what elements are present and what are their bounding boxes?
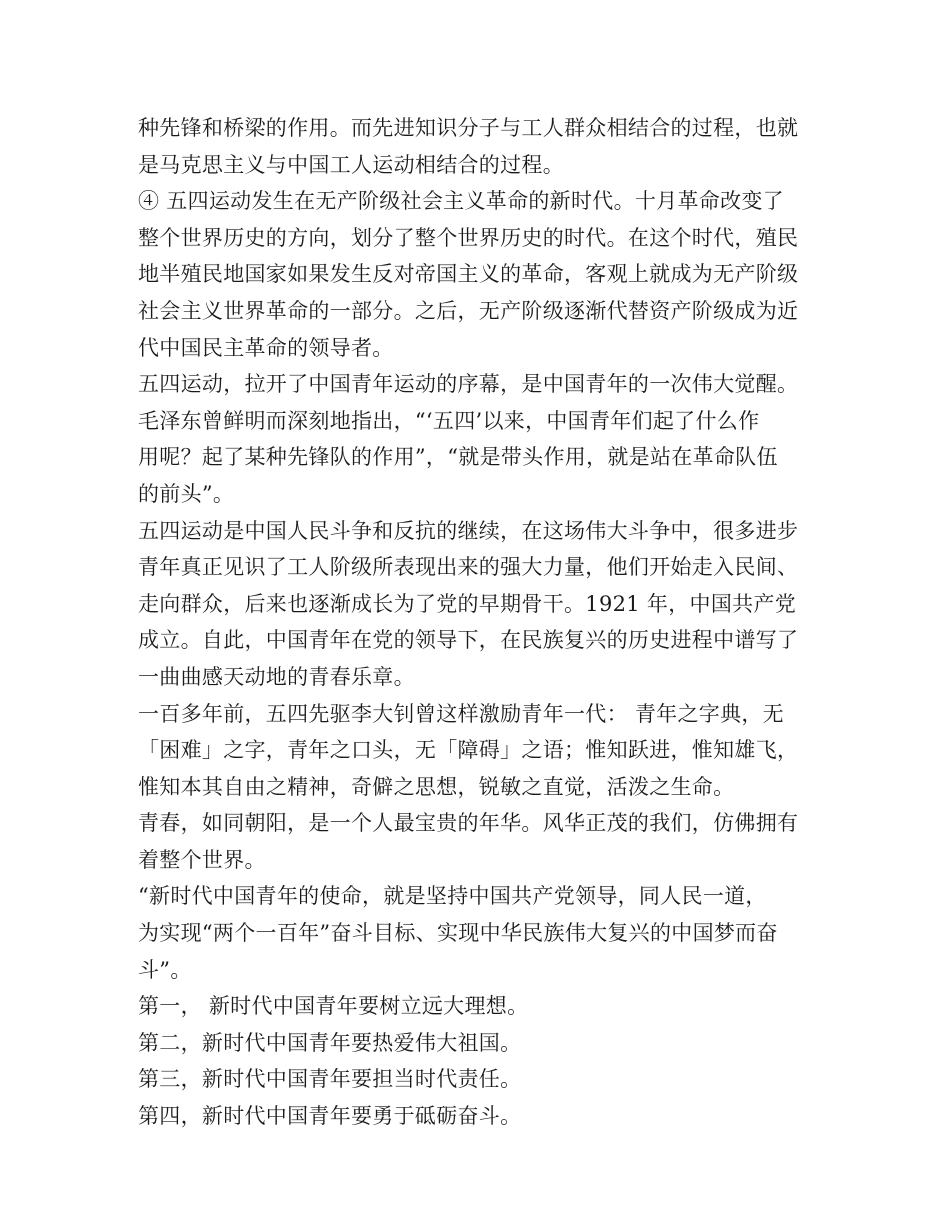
text-line: 社会主义世界革命的一部分。之后，无产阶级逐渐代替资产阶级成为近: [138, 298, 799, 323]
document-body: [138, 110, 838, 1135]
text-line: 走向群众，后来也逐渐成长为了党的早期骨干。1921 年，中国共产党: [138, 591, 797, 616]
text-line: 种先锋和桥梁的作用。而先进知识分子与工人群众相结合的过程，也就: [138, 116, 799, 140]
text-line: 第二，新时代中国青年要热爱伟大祖国。: [138, 1030, 522, 1055]
text-line: 第一， 新时代中国青年要树立远大理想。: [138, 994, 529, 1019]
text-line: 「困难」之字，青年之口头，无「障碍」之语；惟知跃进，惟知雄飞，: [138, 738, 799, 763]
text-line: 青年真正见识了工人阶级所表现出来的强大力量，他们开始走入民间、: [138, 555, 799, 580]
text-line: 青春，如同朝阳，是一个人最宝贵的年华。风华正茂的我们，仿佛拥有: [138, 811, 799, 836]
text-line: 成立。自此，中国青年在党的领导下，在民族复兴的历史进程中谱写了: [138, 628, 799, 653]
text-line: “新时代中国青年的使命，就是坚持中国共产党领导，同人民一道，: [138, 884, 767, 909]
text-line: 是马克思主义与中国工人运动相结合的过程。: [138, 152, 564, 177]
text-line: 地半殖民地国家如果发生反对帝国主义的革命，客观上就成为无产阶级: [138, 262, 799, 287]
text-line: 惟知本其自由之精神，奇僻之思想，锐敏之直觉，活泼之生命。: [138, 774, 735, 799]
text-line: 一曲曲感天动地的青春乐章。: [138, 664, 415, 689]
text-line: 为实现“两个一百年”奋斗目标、实现中华民族伟大复兴的中国梦而奋: [138, 921, 778, 946]
text-line: 用呢？起了某种先锋队的作用”，“就是带头作用，就是站在革命队伍: [138, 445, 778, 470]
text-line: ④ 五四运动发生在无产阶级社会主义革命的新时代。十月革命改变了: [138, 189, 784, 214]
text-line: 五四运动是中国人民斗争和反抗的继续，在这场伟大斗争中，很多进步: [138, 518, 799, 543]
text-line: 斗”。: [138, 957, 192, 982]
text-line: 的前头”。: [138, 481, 235, 506]
text-line: 五四运动，拉开了中国青年运动的序幕，是中国青年的一次伟大觉醒。: [138, 372, 799, 397]
text-line: 毛泽东曾鲜明而深刻地指出，“‘五四’以来，中国青年们起了什么作: [138, 408, 760, 433]
text-line: 第四，新时代中国青年要勇于砥砺奋斗。: [138, 1104, 522, 1129]
text-line: 着整个世界。: [138, 847, 266, 872]
text-line: 第三，新时代中国青年要担当时代责任。: [138, 1067, 522, 1092]
text-line: 整个世界历史的方向，划分了整个世界历史的时代。在这个时代，殖民: [138, 225, 799, 250]
text-line: 一百多年前，五四先驱李大钊曾这样激励青年一代： 青年之字典，无: [138, 701, 784, 726]
text-line: 代中国民主革命的领导者。: [138, 335, 394, 360]
